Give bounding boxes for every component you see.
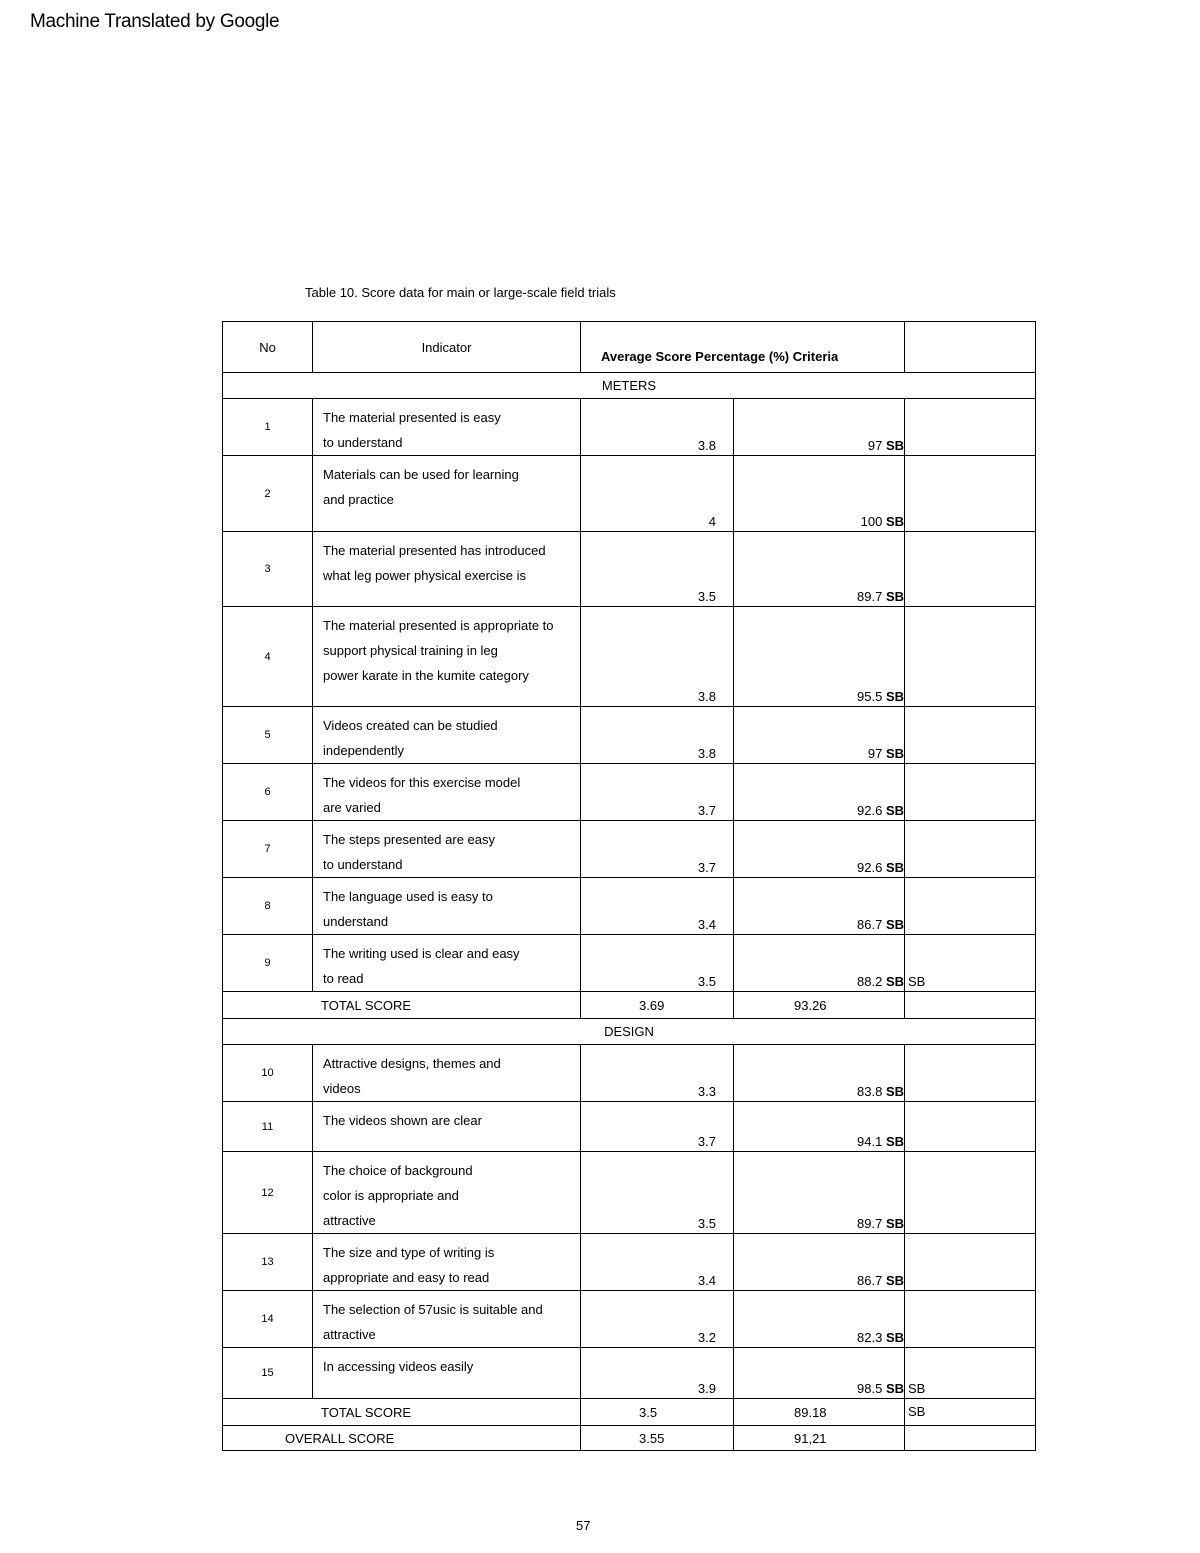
row-indicator [313,1234,581,1291]
percentage-value: 97 [867,746,883,761]
row-percentage [734,935,905,992]
row-indicator [313,1152,581,1234]
table-body [223,373,1036,1451]
indicator-line: and practice [323,492,394,507]
percentage-value: 89.7 [857,589,883,604]
indicator-line: The selection of 57usic is suitable and [323,1302,543,1317]
section-row [223,1019,1036,1045]
overall-average: 3.55 [581,1426,734,1451]
criteria-value: SB [885,1381,905,1396]
page-number: 57 [576,1518,591,1533]
table-row [223,1152,1036,1234]
percentage-value: 82.3 [857,1330,883,1345]
row-extra-criteria [905,607,1036,707]
indicator-line: attractive [323,1327,376,1342]
indicator-line: appropriate and easy to read [323,1270,490,1285]
row-extra-criteria [905,1045,1036,1102]
table-row [223,1045,1036,1102]
section-title: METERS [223,373,1036,399]
row-percentage [734,1291,905,1348]
indicator-line: support physical training in leg [323,643,498,658]
indicator-line: The videos for this exercise model [323,775,521,790]
total-average: 3.69 [581,992,734,1019]
header-average-percentage-criteria: Average Score Percentage (%) Criteria [581,322,905,373]
row-number: 12 [223,1152,313,1234]
percentage-value: 86.7 [857,1273,883,1288]
row-number: 9 [223,935,313,992]
table-row [223,456,1036,532]
row-percentage [734,532,905,607]
row-average-score: 3.8 [581,399,734,456]
row-extra-criteria [905,1152,1036,1234]
table-row [223,607,1036,707]
row-indicator [313,1102,581,1152]
row-percentage [734,821,905,878]
indicator-line: to understand [323,435,403,450]
criteria-value: SB [885,746,905,761]
indicator-line: videos [323,1081,361,1096]
header-indicator: Indicator [313,322,581,373]
row-average-score: 3.3 [581,1045,734,1102]
criteria-value: SB [885,514,905,529]
table-row [223,1291,1036,1348]
table-row [223,1348,1036,1399]
criteria-value: SB [885,1134,905,1149]
row-average-score: 3.8 [581,707,734,764]
row-extra-criteria [905,399,1036,456]
row-percentage [734,607,905,707]
row-extra-criteria [905,707,1036,764]
criteria-value: SB [885,974,905,989]
row-average-score: 3.4 [581,1234,734,1291]
total-score-label: TOTAL SCORE [223,1399,581,1426]
table-row [223,1234,1036,1291]
row-number: 1 [223,399,313,456]
indicator-line: to understand [323,857,403,872]
indicator-line: Attractive designs, themes and [323,1056,501,1071]
row-average-score: 3.5 [581,532,734,607]
row-extra-criteria [905,1102,1036,1152]
percentage-value: 92.6 [857,803,883,818]
row-extra-criteria [905,821,1036,878]
indicator-line: The steps presented are easy [323,832,495,847]
total-percentage: 93.26 [734,992,905,1019]
criteria-value: SB [885,860,905,875]
indicator-line: to read [323,971,364,986]
indicator-line: The size and type of writing is [323,1245,495,1260]
overall-criteria [905,1426,1036,1451]
row-number: 15 [223,1348,313,1399]
criteria-value: SB [885,803,905,818]
criteria-value: SB [885,589,905,604]
criteria-value: SB [885,917,905,932]
row-number: 6 [223,764,313,821]
section-title: DESIGN [223,1019,1036,1045]
percentage-value: 88.2 [857,974,883,989]
row-average-score: 3.7 [581,1102,734,1152]
percentage-value: 89.7 [857,1216,883,1231]
row-extra-criteria [905,764,1036,821]
row-extra-criteria [905,532,1036,607]
indicator-line: The material presented is appropriate to [323,618,554,633]
row-average-score: 3.9 [581,1348,734,1399]
indicator-line: The language used is easy to [323,889,493,904]
row-extra-criteria [905,1234,1036,1291]
row-percentage [734,399,905,456]
criteria-value: SB [885,1273,905,1288]
row-number: 14 [223,1291,313,1348]
table-row [223,821,1036,878]
row-indicator [313,607,581,707]
total-score-label: TOTAL SCORE [223,992,581,1019]
criteria-value: SB [885,1330,905,1345]
table-row [223,935,1036,992]
overall-score-label: OVERALL SCORE [223,1426,581,1451]
indicator-line: The writing used is clear and easy [323,946,520,961]
table-row [223,764,1036,821]
total-score-row [223,992,1036,1019]
row-percentage [734,456,905,532]
table-row [223,878,1036,935]
row-extra-criteria [905,456,1036,532]
row-extra-criteria [905,1291,1036,1348]
row-number: 13 [223,1234,313,1291]
total-score-row [223,1399,1036,1426]
row-extra-criteria [905,878,1036,935]
indicator-line: The material presented has introduced [323,543,546,558]
row-percentage [734,1234,905,1291]
indicator-line: are varied [323,800,381,815]
row-percentage [734,1348,905,1399]
row-average-score: 3.7 [581,764,734,821]
row-extra-criteria: SB [905,935,1036,992]
row-percentage [734,707,905,764]
total-criteria [905,992,1036,1019]
table-caption: Table 10. Score data for main or large-scale field trials [305,285,616,300]
indicator-line: independently [323,743,404,758]
score-table [222,321,1036,1451]
table-row [223,399,1036,456]
indicator-line: The material presented is easy [323,410,501,425]
total-average: 3.5 [581,1399,734,1426]
row-number: 7 [223,821,313,878]
header-no: No [223,322,313,373]
percentage-value: 98.5 [857,1381,883,1396]
row-number: 10 [223,1045,313,1102]
row-number: 11 [223,1102,313,1152]
row-percentage [734,1102,905,1152]
row-average-score: 3.7 [581,821,734,878]
row-number: 3 [223,532,313,607]
row-average-score: 3.2 [581,1291,734,1348]
criteria-value: SB [885,1216,905,1231]
indicator-line: attractive [323,1213,376,1228]
percentage-value: 95.5 [857,689,883,704]
row-indicator [313,935,581,992]
percentage-value: 97 [867,438,883,453]
table-header-row [223,322,1036,373]
indicator-line: Materials can be used for learning [323,467,519,482]
criteria-value: SB [885,438,905,453]
indicator-line: power karate in the kumite category [323,668,529,683]
row-average-score: 3.8 [581,607,734,707]
row-percentage [734,1045,905,1102]
indicator-line: Videos created can be studied [323,718,498,733]
row-percentage [734,878,905,935]
row-average-score: 3.5 [581,935,734,992]
row-extra-criteria: SB [905,1348,1036,1399]
row-indicator [313,764,581,821]
row-indicator [313,707,581,764]
table-row [223,707,1036,764]
indicator-line: The videos shown are clear [323,1113,482,1128]
criteria-value: SB [885,1084,905,1099]
table-row [223,532,1036,607]
row-percentage [734,1152,905,1234]
table-row [223,1102,1036,1152]
percentage-value: 83.8 [857,1084,883,1099]
row-number: 5 [223,707,313,764]
total-percentage: 89.18 [734,1399,905,1426]
row-number: 4 [223,607,313,707]
percentage-value: 86.7 [857,917,883,932]
row-indicator [313,532,581,607]
indicator-line: understand [323,914,389,929]
row-number: 8 [223,878,313,935]
header-empty [905,322,1036,373]
row-indicator [313,878,581,935]
indicator-line: In accessing videos easily [323,1359,474,1374]
row-indicator [313,1045,581,1102]
row-indicator [313,821,581,878]
indicator-line: color is appropriate and [323,1188,459,1203]
percentage-value: 94.1 [857,1134,883,1149]
total-criteria: SB [905,1399,1036,1426]
criteria-value: SB [885,689,905,704]
overall-score-row [223,1426,1036,1451]
row-percentage [734,764,905,821]
percentage-value: 100 [860,514,883,529]
row-indicator [313,456,581,532]
row-indicator [313,1348,581,1399]
section-row [223,373,1036,399]
row-number: 2 [223,456,313,532]
row-indicator [313,1291,581,1348]
watermark-text: Machine Translated by Google [30,11,280,32]
indicator-line: what leg power physical exercise is [323,568,527,583]
row-average-score: 4 [581,456,734,532]
indicator-line: The choice of background [323,1163,473,1178]
row-average-score: 3.5 [581,1152,734,1234]
row-average-score: 3.4 [581,878,734,935]
percentage-value: 92.6 [857,860,883,875]
row-indicator [313,399,581,456]
overall-percentage: 91,21 [734,1426,905,1451]
